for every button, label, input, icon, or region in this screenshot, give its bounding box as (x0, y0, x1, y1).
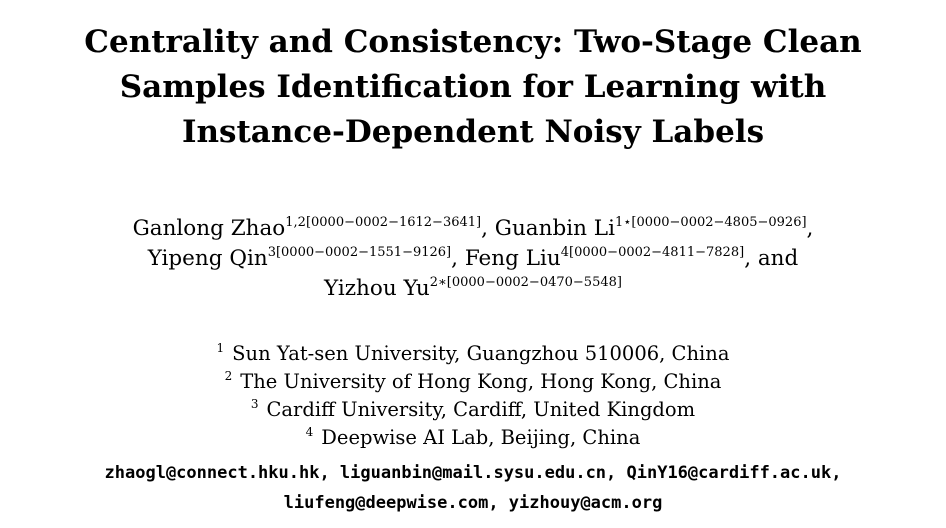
affiliation (0, 340, 946, 368)
author-separator: , and (744, 246, 799, 271)
author-name: Guanbin Li (494, 216, 615, 241)
affiliation-text: Cardiff University, Cardiff, United Kingdom (266, 398, 696, 421)
email-list (0, 458, 946, 518)
author-name: Feng Liu (464, 246, 561, 271)
affiliation (0, 396, 946, 424)
affiliation-mark: 4 (305, 425, 314, 439)
affiliation (0, 368, 946, 396)
author-marks: 3[0000−0002−1551−9126] (267, 245, 452, 260)
author-marks: 4[0000−0002−4811−7828] (560, 245, 745, 260)
author-name: Yizhou Yu (324, 276, 430, 301)
affiliation-text: The University of Hong Kong, Hong Kong, China (240, 370, 722, 393)
author-line (0, 274, 946, 304)
author-name: Ganlong Zhao (132, 216, 286, 241)
author-line (0, 244, 946, 274)
author-marks: 1⋆[0000−0002−4805−0926] (614, 215, 807, 230)
affiliation-text: Deepwise AI Lab, Beijing, China (321, 426, 641, 449)
author-line (0, 214, 946, 244)
affiliation (0, 424, 946, 452)
author-marks: 1,2[0000−0002−1612−3641] (285, 215, 482, 230)
affiliation-mark: 1 (216, 341, 225, 355)
author-separator: , (451, 246, 465, 271)
affiliation-text: Sun Yat-sen University, Guangzhou 510006, China (232, 342, 730, 365)
paper-title (0, 20, 946, 155)
author-marks: 2∗[0000−0002−0470−5548] (429, 275, 622, 290)
author-separator: , (481, 216, 495, 241)
author-list (0, 214, 946, 304)
affiliation-mark: 2 (224, 369, 233, 383)
title-line: Samples Identification for Learning with (119, 69, 827, 105)
title-line: Centrality and Consistency: Two-Stage Clean (84, 24, 862, 60)
title-line: Instance-Dependent Noisy Labels (181, 114, 765, 150)
author-separator: , (806, 216, 814, 241)
email-line: zhaogl@connect.hku.hk, liguanbin@mail.sysu.edu.cn, QinY16@cardiff.ac.uk, (104, 463, 842, 483)
author-name: Yipeng Qin (147, 246, 268, 271)
affiliation-mark: 3 (250, 397, 259, 411)
affiliation-list (0, 340, 946, 452)
email-line: liufeng@deepwise.com, yizhouy@acm.org (283, 493, 663, 513)
